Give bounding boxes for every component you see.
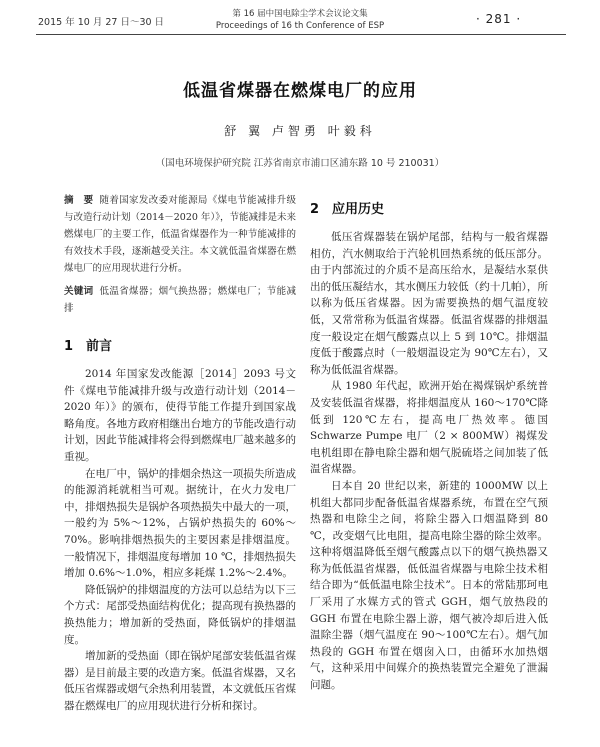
section-1-paragraph: 降低锅炉的排烟温度的方法可以总结为以下三个方式：尾部受热面结构优化；提高现有换热器的换热能力；增加新的受热面，降低锅炉的排烟温度。 [64, 583, 296, 646]
section-1-paragraph: 在电厂中，锅炉的排烟余热这一项损失所造成的能源消耗就相当可观。据统计，在火力发电厂中，排烟热损失是锅炉各项热损失中最大的一项，一般约为 5%～12%，占锅炉热损失的 60%～70%。影响排烟热损失的主要因素是排烟温度。一般情况下，排烟温度每增加 10 ℃，排烟热损失增加 0.6%～1.0%，相应多耗煤 1.2%～2.4%。 [64, 467, 296, 580]
right-column [310, 192, 548, 694]
keywords [64, 283, 296, 317]
left-column [64, 192, 296, 714]
keywords-text: 低温省煤器；烟气换热器；燃煤电厂；节能减排 [64, 286, 296, 314]
keywords-label: 关键词 [64, 286, 94, 297]
section-1-paragraph: 增加新的受热面（即在锅炉尾部安装低温省煤器）是目前最主要的改造方案。低温省煤器，又名低压省煤器或烟气余热利用装置，本文就低压省煤器在燃煤电厂的应用现状进行分析和探讨。 [64, 650, 296, 712]
conference-title-cn: 第 16 届中国电除尘学术会议论文集 [232, 9, 368, 19]
paper-authors: 舒 翼 卢智勇 叶毅科 [224, 124, 376, 138]
section-1-paragraph: 2014 年国家发改能源［2014］2093 号文件《煤电节能减排升级与改造行动计划（2014－2020 年）》的颁布，使得节能工作提升到国家战略角度。各地方政府相继出台地方的节能改造行动计划，因此节能减排将会得到燃煤电厂越来越多的重视。 [64, 368, 296, 463]
abstract-label: 摘 要 [64, 195, 94, 206]
paper-title: 低温省煤器在燃煤电厂的应用 [183, 81, 417, 101]
running-header-conference [210, 8, 390, 32]
abstract-text: 随着国家发改委对能源局《煤电节能减排升级与改造行动计划（2014－2020 年）》，节能减排是未来燃煤电厂的主要工作，低温省煤器作为一种节能减排的有效技术手段，逐渐越受关注。本文就低温省煤器在燃煤电厂的应用现状进行分析。 [64, 195, 296, 274]
section-2-paragraph: 低压省煤器装在锅炉尾部，结构与一般省煤器相仿，汽水侧取给于汽轮机回热系统的低压部分。由于内部流过的介质不是高压给水，是凝结水泵供出的低压凝结水，其水侧压力较低（约十几帕），所以称为低压省煤器。因为需要换热的烟气温度较低，又常常称为低温省煤器。低温省煤器的排烟温度一般设定在烟气酸露点以上 5 到 10℃。排烟温度低于酸露点时（一般烟温设定为 90℃左右），又称为低低温省煤器。 [310, 231, 548, 376]
page-number: · 281 · [476, 12, 522, 26]
section-2-paragraph: 日本自 20 世纪以来，新建的 1000MW 以上机组大都同步配备低温省煤器系统，布置在空气预热器和电除尘之间，将除尘器入口烟温降到 80 ℃，改变烟气比电阻，提高电除尘器的除尘效率。这种将烟温降低至烟气酸露点以下的烟气换热器又称为低低温省煤器，低低温省煤器与电除尘技术相结合即为“低低温电除尘技术”。日本的常陆那珂电厂采用了水媒方式的管式 GGH，烟气放热段的 GGH 布置在电除尘器上游，烟气被冷却后进入低温除尘器（烟气温度在 90～100℃左右）。烟气加热段的 GGH 布置在烟囱入口，由循环水加热烟气，这种采用中间媒介的换热装置完全避免了泄漏问题。 [310, 479, 548, 692]
section-1-heading: 1 前言 [64, 339, 113, 354]
paper-affiliation: （国电环境保护研究院 江苏省南京市浦口区浦东路 10 号 210031） [155, 158, 445, 169]
abstract [64, 192, 296, 277]
conference-title-en: Proceedings of 16 th Conference of ESP [215, 21, 385, 31]
header-rule [36, 34, 566, 35]
running-header-date: 2015 年 10 月 27 日～30 日 [38, 17, 165, 28]
section-2-paragraph: 从 1980 年代起，欧洲开始在褐煤锅炉系统普及安装低温省煤器，将排烟温度从 160～170℃降低到 120℃左右，提高电厂热效率。德国 Schwarze Pumpe 电厂（2 × 800MW）褐煤发电机组即在静电除尘器和烟气脱硫塔之间加装了低温省煤器。 [310, 380, 548, 476]
section-2-heading: 2 应用历史 [310, 202, 385, 217]
